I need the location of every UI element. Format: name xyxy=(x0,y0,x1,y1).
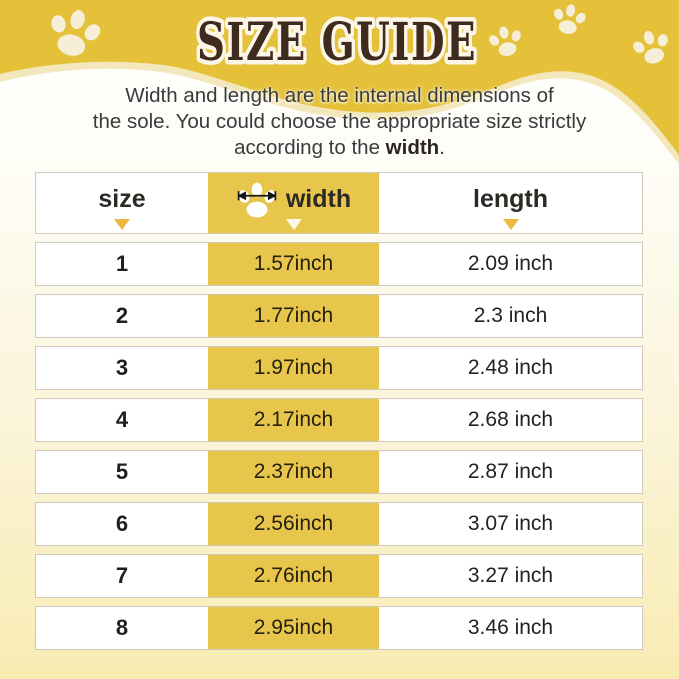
table-row xyxy=(35,554,643,598)
length-header-cell xyxy=(379,173,642,233)
length-value: 2.48 inch xyxy=(467,356,554,379)
intro-text xyxy=(0,83,679,161)
width-value: 2.76inch xyxy=(208,555,379,597)
width-value: 2.17inch xyxy=(208,399,379,441)
intro-width-emphasis: width xyxy=(385,136,440,159)
size-value: 7 xyxy=(115,563,129,588)
length-value: 2.09 inch xyxy=(467,252,554,275)
intro-line2: the sole. You could choose the appropriate size strictly xyxy=(92,110,587,133)
length-value: 2.3 inch xyxy=(473,304,548,327)
table-row xyxy=(35,450,643,494)
width-header-cell xyxy=(208,173,379,233)
size-value: 6 xyxy=(115,511,129,536)
table-row xyxy=(35,294,643,338)
width-value: 1.97inch xyxy=(208,347,379,389)
intro-line3: according to the width. xyxy=(234,136,445,159)
triangle-down-icon xyxy=(286,219,302,230)
size-value: 2 xyxy=(115,303,129,328)
length-value: 3.46 inch xyxy=(467,616,554,639)
size-value: 5 xyxy=(115,459,129,484)
table-row xyxy=(35,242,643,286)
size-header-label: size xyxy=(98,184,146,213)
table-row xyxy=(35,502,643,546)
triangle-down-icon xyxy=(503,219,519,230)
triangle-down-icon xyxy=(114,219,130,230)
table-header-row xyxy=(35,172,643,234)
length-value: 3.27 inch xyxy=(467,564,554,587)
width-value: 1.77inch xyxy=(208,295,379,337)
width-value: 1.57inch xyxy=(208,243,379,285)
size-value: 8 xyxy=(115,615,129,640)
table-row xyxy=(35,346,643,390)
size-value: 3 xyxy=(115,355,129,380)
width-value: 2.95inch xyxy=(208,607,379,649)
paw-width-arrow-icon xyxy=(236,180,278,222)
length-value: 2.87 inch xyxy=(467,460,554,483)
width-value: 2.37inch xyxy=(208,451,379,493)
length-value: 3.07 inch xyxy=(467,512,554,535)
size-value: 1 xyxy=(115,251,129,276)
length-value: 2.68 inch xyxy=(467,408,554,431)
table-row xyxy=(35,606,643,650)
size-header-cell xyxy=(36,173,208,233)
title-banner xyxy=(0,0,679,84)
page-title: SIZE GUIDE xyxy=(197,12,477,73)
width-value: 2.56inch xyxy=(208,503,379,545)
table-row xyxy=(35,398,643,442)
width-header-label: width xyxy=(285,184,352,213)
size-value: 4 xyxy=(115,407,129,432)
length-header-label: length xyxy=(473,184,548,213)
intro-line1: Width and length are the internal dimensions of xyxy=(125,84,554,107)
size-table xyxy=(35,172,643,650)
